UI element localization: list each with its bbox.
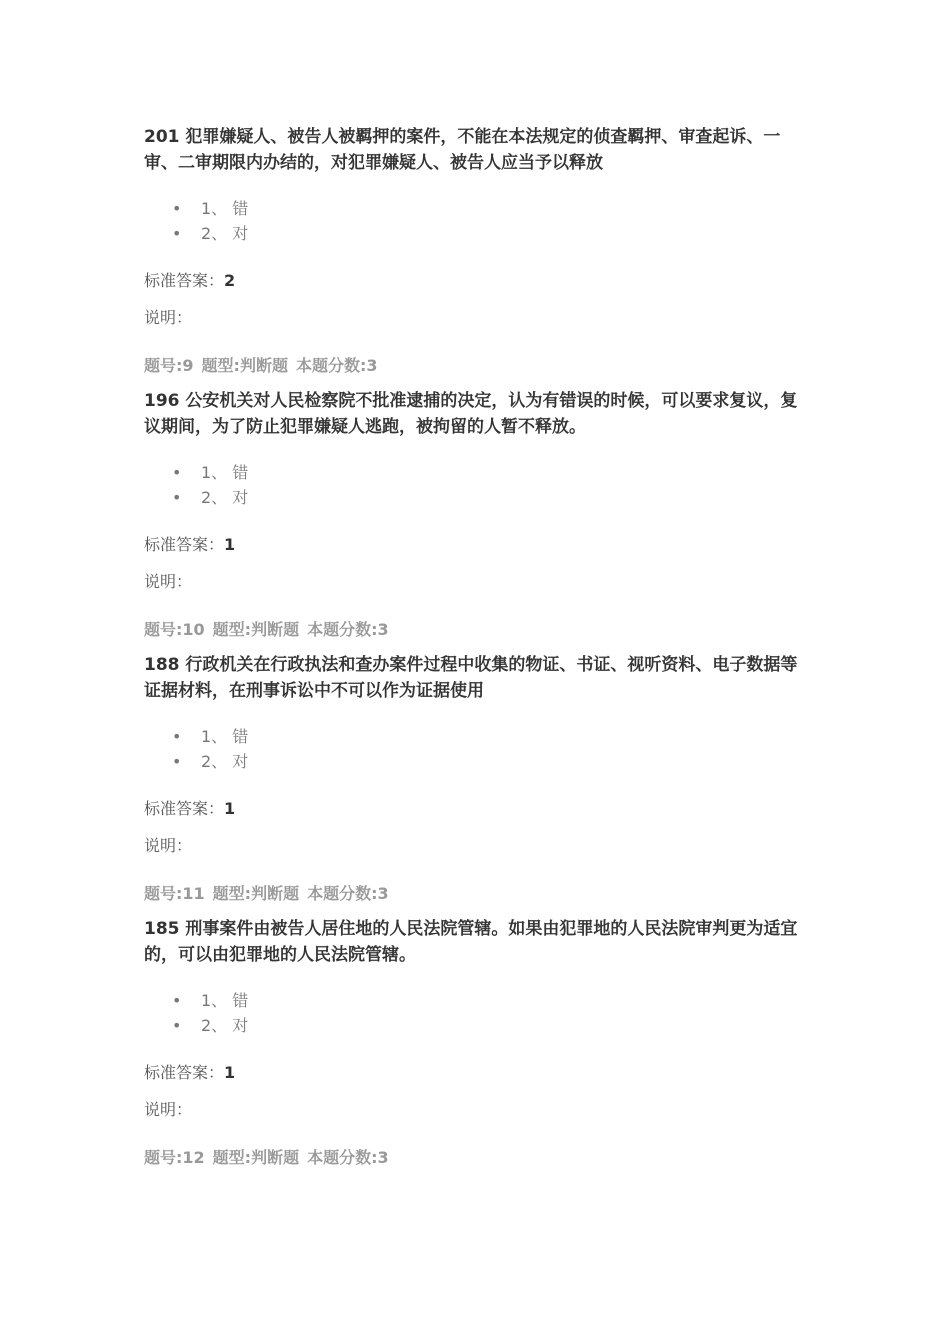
option-list — [144, 460, 814, 510]
standard-answer — [144, 1060, 814, 1085]
option-item — [144, 485, 814, 510]
explanation: 说明： — [144, 836, 193, 855]
option-item — [144, 749, 814, 774]
question-meta — [144, 881, 814, 906]
bullet-icon: • — [172, 224, 182, 243]
option-list — [144, 988, 814, 1038]
option-item — [144, 724, 814, 749]
option-item — [144, 460, 814, 485]
explanation: 说明： — [144, 572, 193, 591]
question-list — [144, 124, 814, 1180]
question-score: 本题分数:3 — [307, 884, 389, 903]
standard-answer — [144, 796, 814, 821]
standard-answer — [144, 532, 814, 557]
question-type: 题型:判断题 — [201, 356, 288, 375]
answer-label: 标准答案： — [144, 799, 225, 818]
question-type: 题型:判断题 — [212, 1148, 300, 1167]
question-meta — [144, 1145, 814, 1170]
bullet-icon: • — [172, 752, 182, 771]
option-item — [144, 221, 814, 246]
option-item — [144, 196, 814, 221]
question-number: 题号:10 — [144, 620, 205, 639]
question-text: 185 刑事案件由被告人居住地的人民法院管辖。如果由犯罪地的人民法院审判更为适宜的，可以由犯罪地的人民法院管辖。 — [144, 919, 798, 965]
option-label: 2、 对 — [201, 1016, 249, 1035]
answer-label: 标准答案： — [144, 1063, 225, 1082]
question-meta — [144, 353, 814, 378]
explanation: 说明： — [144, 308, 193, 327]
question-type: 题型:判断题 — [212, 884, 300, 903]
answer-label: 标准答案： — [144, 271, 225, 290]
question-text: 201 犯罪嫌疑人、被告人被羁押的案件，不能在本法规定的侦查羁押、审查起诉、一审、二审期限内办结的，对犯罪嫌疑人、被告人应当予以释放 — [144, 127, 781, 173]
bullet-icon: • — [172, 727, 182, 746]
answer-value: 2 — [224, 271, 236, 290]
answer-value: 1 — [224, 799, 236, 818]
question-number: 题号:12 — [144, 1148, 205, 1167]
question-block — [144, 916, 814, 1170]
bullet-icon: • — [172, 463, 182, 482]
question-block — [144, 652, 814, 906]
question-text: 188 行政机关在行政执法和查办案件过程中收集的物证、书证、视听资料、电子数据等证据材料，在刑事诉讼中不可以作为证据使用 — [144, 655, 798, 701]
option-label: 2、 对 — [201, 488, 249, 507]
option-item — [144, 988, 814, 1013]
bullet-icon: • — [172, 199, 182, 218]
option-item — [144, 1013, 814, 1038]
option-label: 2、 对 — [201, 224, 249, 243]
option-label: 1、 错 — [201, 199, 249, 218]
question-type: 题型:判断题 — [212, 620, 300, 639]
standard-answer — [144, 268, 814, 293]
question-text: 196 公安机关对人民检察院不批准逮捕的决定，认为有错误的时候，可以要求复议，复议期间，为了防止犯罪嫌疑人逃跑，被拘留的人暂不释放。 — [144, 391, 798, 437]
option-label: 1、 错 — [201, 727, 249, 746]
option-label: 1、 错 — [201, 991, 249, 1010]
question-number: 题号:11 — [144, 884, 205, 903]
question-score: 本题分数:3 — [295, 356, 378, 375]
answer-value: 1 — [224, 535, 236, 554]
question-score: 本题分数:3 — [307, 620, 389, 639]
option-list — [144, 724, 814, 774]
option-label: 1、 错 — [201, 463, 249, 482]
question-score: 本题分数:3 — [307, 1148, 389, 1167]
option-list — [144, 196, 814, 246]
explanation: 说明： — [144, 1100, 193, 1119]
answer-label: 标准答案： — [144, 535, 225, 554]
question-number: 题号:9 — [144, 356, 194, 375]
question-block — [144, 124, 814, 378]
answer-value: 1 — [224, 1063, 236, 1082]
bullet-icon: • — [172, 1016, 182, 1035]
option-label: 2、 对 — [201, 752, 249, 771]
question-meta — [144, 617, 814, 642]
bullet-icon: • — [172, 991, 182, 1010]
bullet-icon: • — [172, 488, 182, 507]
question-block — [144, 388, 814, 642]
